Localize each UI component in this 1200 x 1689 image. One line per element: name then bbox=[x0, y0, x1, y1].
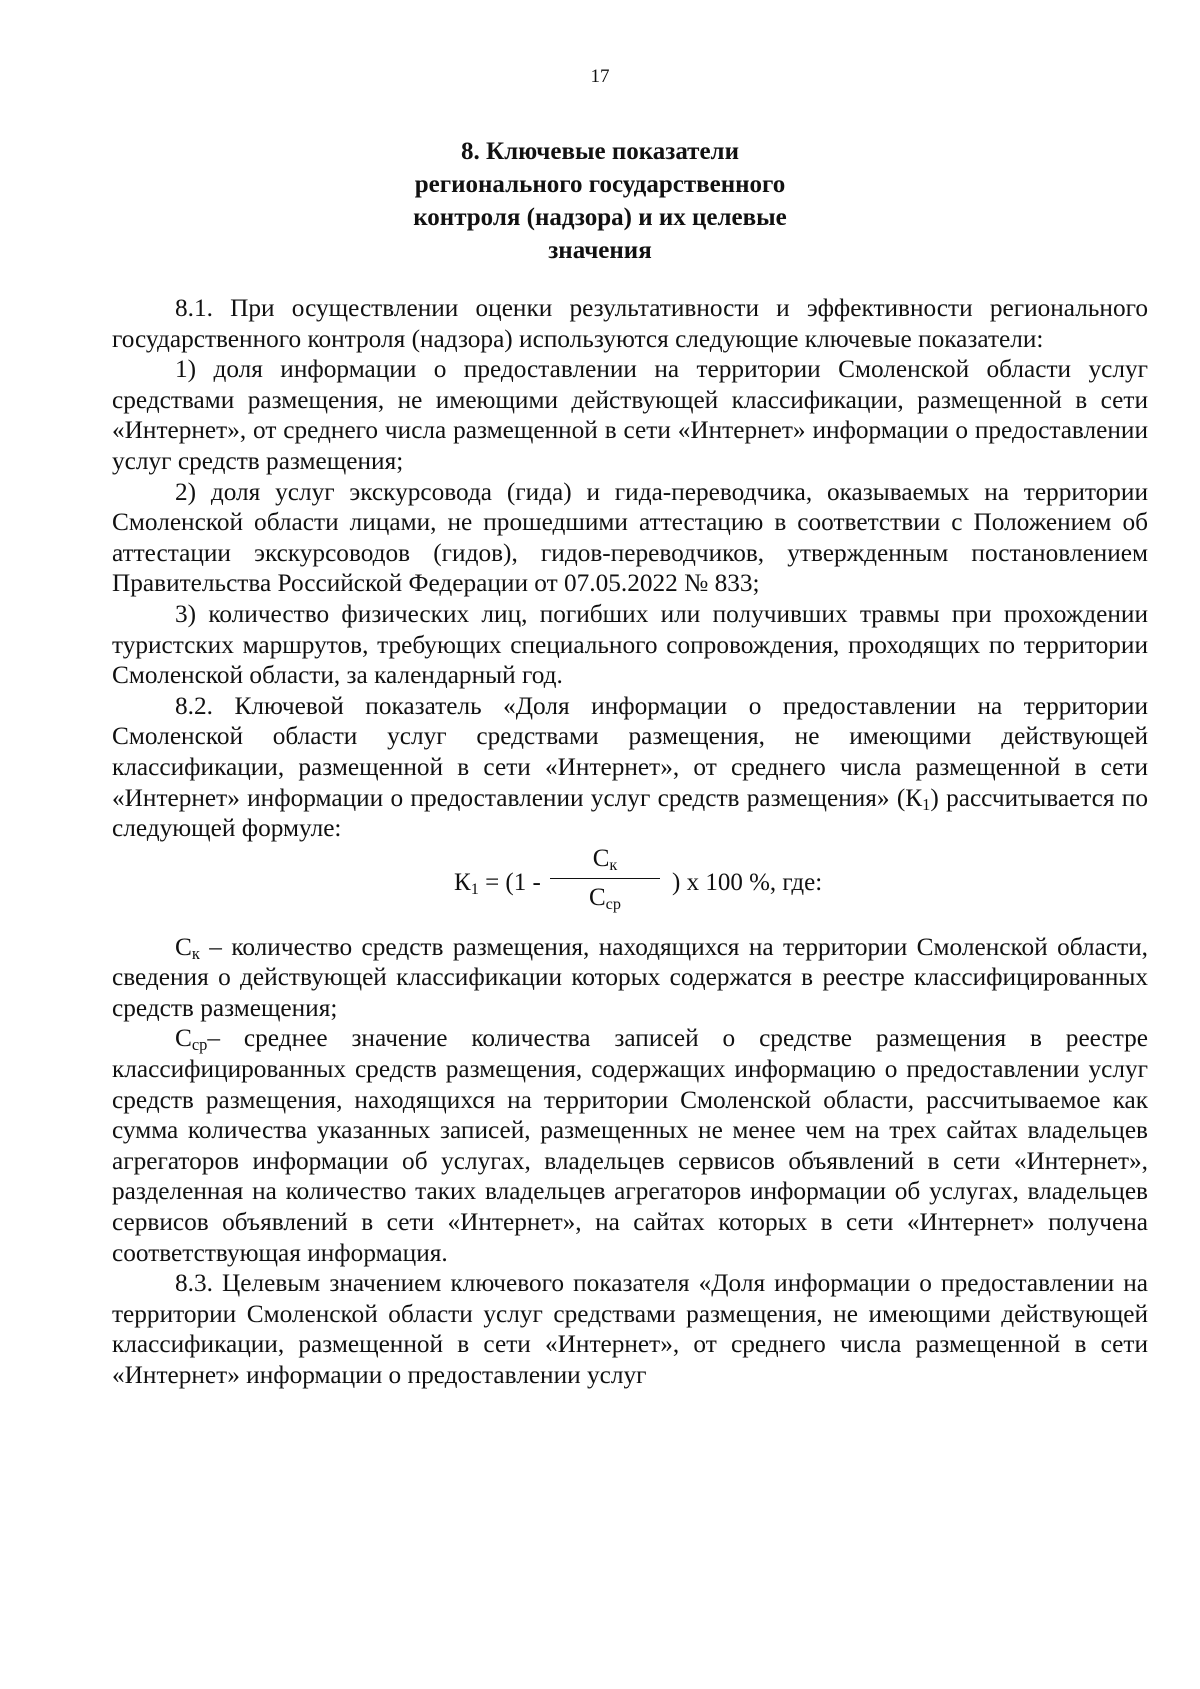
list-item-2: 2) доля услуг экскурсовода (гида) и гида-переводчика, оказываемых на территории Смоленской области лицами, не прошедшими аттестацию в соответствии с Положением об аттестации экскурсоводов (гидов), гидов-переводчиков, утвержденным постановлением Правительства Российской Федерации от 07.05.2022 № 833; bbox=[112, 477, 1148, 598]
numerator-subscript: к bbox=[609, 855, 618, 874]
fraction-denominator bbox=[550, 883, 660, 913]
ccp-description: – среднее значение количества записей о средстве размещения в реестре классифицированных средств размещения, содержащих информацию о предоставлении услуг средств размещения, находящихся на территории Смоленской области, рассчитываемое как сумма количества указанных записей, размещенных не менее чем на трех сайтах владельцев агрегаторов информации об услугах, владельцев сервисов объявлений в сети «Интернет», разделенная на количество таких владельцев агрегаторов информации об услугах, владельцев сервисов объявлений в сети «Интернет», на сайтах которых в сети «Интернет» получена соответствующая информация. bbox=[112, 1024, 1148, 1267]
ck-description: – количество средств размещения, находящихся на территории Смоленской области, сведения о действующей классификации которых содержатся в реестре классифицированных средств размещения; bbox=[112, 932, 1148, 1022]
heading-line-1: 8. Ключевые показатели bbox=[460, 138, 739, 165]
paragraph-8-2-text: 8.2. Ключевой показатель «Доля информации о предоставлении на территории Смоленской области услуг средствами размещения, не имеющими действующей классификации, размещенной в сети «Интернет», от среднего числа размещенной в сети «Интернет» информации о предоставлении услуг средств размещения» (К bbox=[112, 691, 1148, 812]
ccp-symbol: С bbox=[175, 1024, 192, 1053]
paragraph-8-3: 8.3. Целевым значением ключевого показателя «Доля информации о предоставлении на территории Смоленской области услуг средствами размещения, не имеющими действующей классификации, размещенной в сети «Интернет», от среднего числа размещенной в сети «Интернет» информации о предоставлении услуг bbox=[112, 1269, 1148, 1389]
formula-lhs-rest: = (1 - bbox=[478, 868, 541, 896]
paragraph-8-2-end: ) рассчитывается по следующей формуле: bbox=[112, 783, 1148, 843]
list-item-3: 3) количество физических лиц, погибших или получивших травмы при прохождении туристских маршрутов, требующих специального сопровождения, проходящих по территории Смоленской области, за календарный год. bbox=[112, 599, 1148, 690]
ck-symbol: С bbox=[175, 932, 192, 961]
denominator-subscript: ср bbox=[605, 894, 622, 913]
ccp-definition bbox=[112, 1023, 1148, 1268]
paragraph-8-1: 8.1. При осуществлении оценки результативности и эффективности регионального государственного контроля (надзора) используются следующие ключевые показатели: bbox=[112, 294, 1148, 353]
ck-definition bbox=[112, 932, 1148, 1024]
ck-subscript: к bbox=[191, 943, 200, 963]
formula-k-subscript: 1 bbox=[470, 879, 479, 898]
formula-k: К bbox=[454, 868, 471, 896]
ccp-subscript: ср bbox=[191, 1035, 208, 1055]
numerator-symbol: С bbox=[592, 844, 610, 872]
formula bbox=[112, 844, 1148, 932]
denominator-symbol: С bbox=[588, 883, 606, 911]
body-text bbox=[112, 293, 1148, 1391]
heading-line-4: значения bbox=[548, 237, 652, 264]
paragraph-8-2-subscript: 1 bbox=[922, 794, 931, 814]
heading-line-3: контроля (надзора) и их целевые bbox=[413, 204, 787, 231]
list-item-1: 1) доля информации о предоставлении на территории Смоленской области услуг средствами размещения, не имеющими действующей классификации, размещенной в сети «Интернет», от среднего числа размещенной в сети «Интернет» информации о предоставлении услуг средств размещения; bbox=[112, 355, 1148, 475]
section-heading bbox=[300, 135, 900, 267]
fraction-numerator bbox=[550, 844, 660, 874]
formula-rhs: ) х 100 %, где: bbox=[672, 868, 823, 896]
formula-lhs bbox=[454, 868, 541, 899]
fraction-bar bbox=[550, 878, 660, 879]
formula-fraction bbox=[550, 844, 660, 913]
paragraph-8-2 bbox=[112, 691, 1148, 844]
page-number: 17 bbox=[590, 66, 610, 87]
heading-line-2: регионального государственного bbox=[414, 171, 786, 198]
